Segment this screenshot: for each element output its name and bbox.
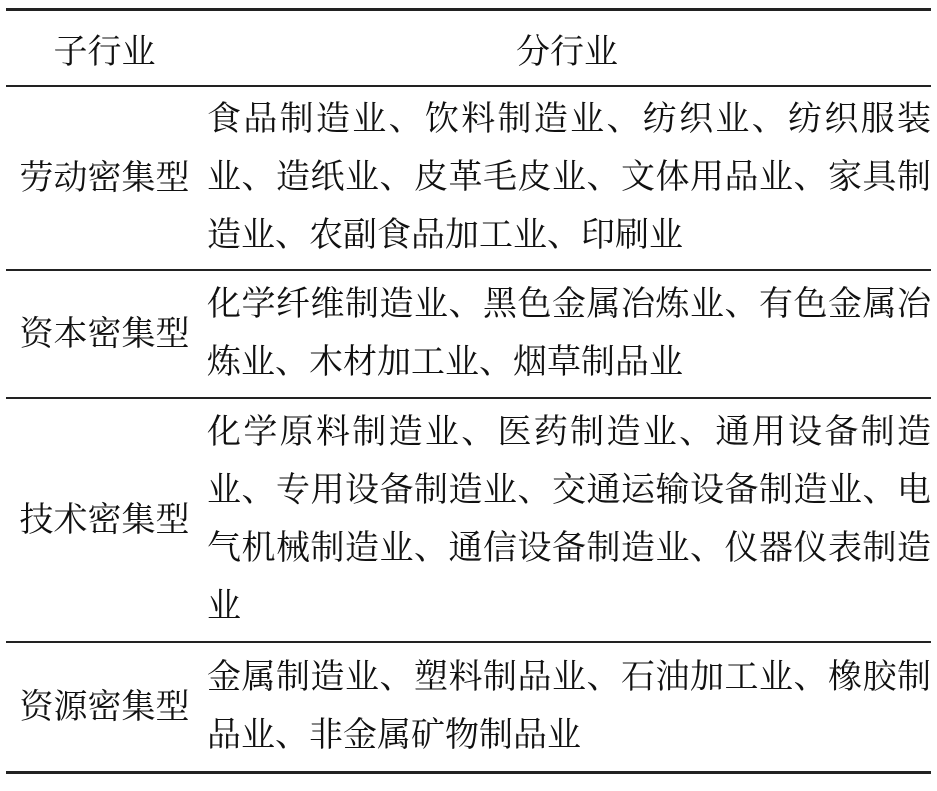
table-row xyxy=(6,398,931,642)
header-industry-branch: 分行业 xyxy=(203,10,931,87)
row-industries-resource-intensive: 金属制造业、塑料制品业、石油加工业、橡胶制品业、非金属矿物制品业 xyxy=(203,642,931,772)
table-body xyxy=(6,86,931,772)
header-row xyxy=(6,10,931,87)
row-industries-labor-intensive: 食品制造业、饮料制造业、纺织业、纺织服装业、造纸业、皮革毛皮业、文体用品业、家具制造业、农副食品加工业、印刷业 xyxy=(203,86,931,270)
header-sub-industry: 子行业 xyxy=(6,10,203,87)
row-type-labor-intensive: 劳动密集型 xyxy=(6,86,203,270)
row-industries-technology-intensive: 化学原料制造业、医药制造业、通用设备制造业、专用设备制造业、交通运输设备制造业、电气机械制造业、通信设备制造业、仪器仪表制造业 xyxy=(203,398,931,642)
table-row xyxy=(6,642,931,772)
industry-classification-table xyxy=(6,8,931,774)
table-header xyxy=(6,10,931,87)
table-row xyxy=(6,86,931,270)
row-type-technology-intensive: 技术密集型 xyxy=(6,398,203,642)
row-type-capital-intensive: 资本密集型 xyxy=(6,270,203,398)
row-industries-capital-intensive: 化学纤维制造业、黑色金属冶炼业、有色金属冶炼业、木材加工业、烟草制品业 xyxy=(203,270,931,398)
table-row xyxy=(6,270,931,398)
row-type-resource-intensive: 资源密集型 xyxy=(6,642,203,772)
